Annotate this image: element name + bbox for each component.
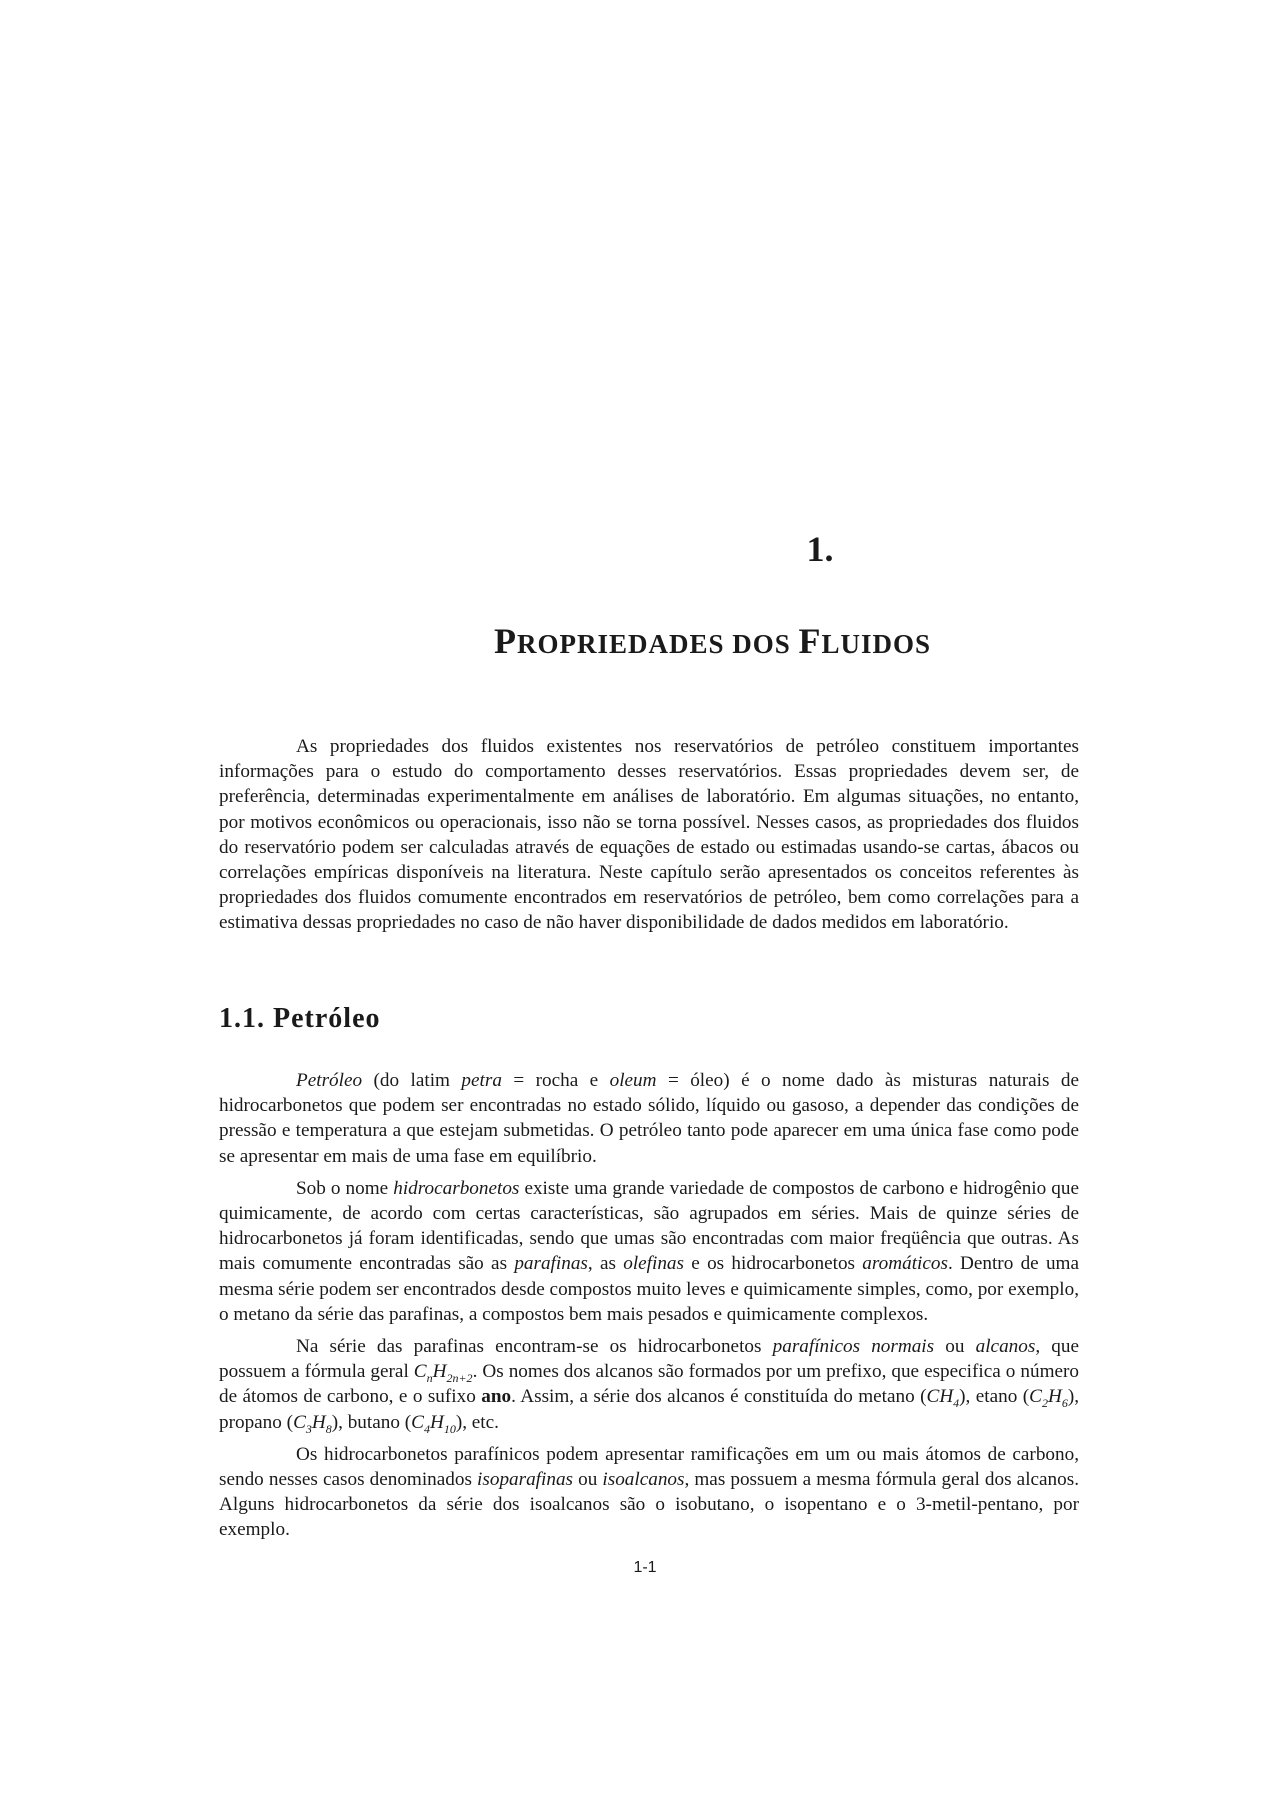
- formula-part: H: [432, 1361, 447, 1383]
- formula-subscript: 2n+2: [446, 1371, 473, 1386]
- text-span: Sob o nome: [296, 1177, 394, 1199]
- term-petra: petra: [461, 1070, 502, 1091]
- formula-subscript: 4: [953, 1396, 960, 1411]
- formula-c2h6: [1029, 1386, 1068, 1411]
- text-span: . Assim, a série dos alcanos é constituída do metano (: [511, 1386, 927, 1408]
- paragraph-hidrocarbonetos: [219, 1176, 1079, 1327]
- text-span: = rocha e: [501, 1070, 610, 1091]
- formula-subscript: 8: [325, 1421, 332, 1436]
- paragraph-isoparafinas: [219, 1442, 1079, 1543]
- chapter-title-initial-f: F: [798, 621, 822, 661]
- intro-paragraph: As propriedades dos fluidos existentes nos reservatórios de petróleo constituem importantes informações para o estudo do comportamento desses reservatórios. Essas propriedades devem ser, de preferência, determinadas experimentalmente em análises de laboratório. Em algumas situações, no entanto, por motivos econômicos ou operacionais, isso não se torna possível. Nesses casos, as propriedades dos fluidos do reservatório podem ser calculadas através de equações de estado ou estimadas usando-se cartas, ábacos ou correlações empíricas disponíveis na literatura. Neste capítulo serão apresentados os conceitos referentes às propriedades dos fluidos comumente encontrados em reservatórios de petróleo, bem como correlações para a estimativa dessas propriedades no caso de não haver disponibilidade de dados medidos em laboratório.: [219, 736, 1079, 934]
- intro-section: [219, 734, 1079, 936]
- chapter-title-rest-1: ROPRIEDADES DOS: [516, 629, 799, 659]
- term-olefinas: olefinas: [623, 1253, 684, 1275]
- text-span: Os hidrocarbonetos parafínicos podem apresentar ramificações em um ou mais átomos de carbono, sendo nesses casos denominados: [219, 1443, 1079, 1491]
- formula-c3h8: [293, 1411, 332, 1436]
- text-span: e os hidrocarbonetos: [684, 1253, 863, 1275]
- formula-part: C: [1029, 1386, 1042, 1408]
- text-span: , as: [587, 1253, 624, 1275]
- text-span: Na série das parafinas encontram-se os hidrocarbonetos: [296, 1336, 773, 1358]
- term-oleum: oleum: [609, 1070, 657, 1091]
- formula-part: CH: [926, 1386, 954, 1408]
- text-span: ), etano (: [959, 1386, 1030, 1408]
- formula-subscript: 6: [1061, 1396, 1068, 1411]
- text-span: = óleo) é o nome dado às misturas naturais de hidrocarbonetos que podem ser encontradas no estado sólido, líquido ou gasoso, a depender das condições de pressão e temperatura a que estejam submetidas. O petróleo tanto pode aparecer em uma única fase como pode se apresentar em mais de uma fase em equilíbrio.: [219, 1070, 1079, 1167]
- chapter-title-rest-2: LUIDOS: [821, 629, 932, 659]
- text-span: ou: [934, 1336, 976, 1358]
- text-span: , que possuem a fórmula geral: [219, 1336, 1079, 1383]
- page-number: 1-1: [633, 1559, 657, 1576]
- formula-general: [413, 1361, 473, 1386]
- formula-c4h10: [411, 1411, 456, 1436]
- text-span: ), propano (: [219, 1386, 1079, 1433]
- text-span: , mas possuem a mesma fórmula geral dos alcanos. Alguns hidrocarbonetos da série dos isoalcanos são o isobutano, o isopentano e o 3-metil-pentano, por exemplo.: [219, 1469, 1080, 1541]
- formula-part: H: [311, 1411, 326, 1433]
- section-body: [219, 1068, 1079, 1550]
- text-span: ), butano (: [331, 1411, 412, 1433]
- term-isoparafinas: isoparafinas: [477, 1469, 574, 1491]
- formula-part: C: [293, 1411, 306, 1433]
- formula-ch4: [926, 1386, 960, 1411]
- paragraph-parafinas: [219, 1334, 1079, 1435]
- term-isoalcanos: isoalcanos: [602, 1469, 685, 1491]
- text-span: ), etc.: [455, 1411, 499, 1433]
- term-ano: ano: [481, 1386, 512, 1408]
- text-span: . Os nomes dos alcanos são formados por um prefixo, que especifica o número de átomos de carbono, e o sufixo: [219, 1361, 1079, 1408]
- text-span: ou: [573, 1469, 603, 1491]
- formula-part: H: [429, 1411, 444, 1433]
- formula-part: H: [1047, 1386, 1062, 1408]
- formula-part: C: [413, 1361, 427, 1383]
- term-aromaticos: aromáticos: [862, 1253, 948, 1275]
- paragraph-petroleo: [219, 1068, 1079, 1169]
- formula-subscript: n: [426, 1371, 433, 1386]
- text-span: (do latim: [362, 1070, 462, 1091]
- formula-subscript: 10: [443, 1421, 456, 1436]
- section-heading: 1.1. Petróleo: [219, 1003, 381, 1034]
- formula-subscript: 4: [423, 1421, 430, 1436]
- chapter-title-initial-p: P: [493, 621, 517, 661]
- chapter-number: 1.: [806, 529, 834, 569]
- formula-subscript: 3: [305, 1421, 312, 1436]
- text-span: . Dentro de uma mesma série podem ser encontrados desde compostos muito leves e quimicamente simples, como, por exemplo, o metano da série das parafinas, a compostos bem mais pesados e quimicamente complexos.: [219, 1253, 1079, 1325]
- formula-part: C: [411, 1411, 424, 1433]
- formula-subscript: 2: [1041, 1396, 1048, 1411]
- term-parafinicos-normais: parafínicos normais: [772, 1336, 935, 1358]
- chapter-title: [0, 620, 1280, 662]
- text-span: existe uma grande variedade de compostos de carbono e hidrogênio que quimicamente, de acordo com certas características, são agrupados em séries. Mais de quinze séries de hidrocarbonetos já foram identificadas, sendo que umas são encontradas com maior freqüência que outras. As mais comumente encontradas são as: [219, 1177, 1079, 1275]
- term-hidrocarbonetos: hidrocarbonetos: [393, 1177, 520, 1199]
- term-petroleo: Petróleo: [296, 1070, 363, 1091]
- term-alcanos: alcanos: [975, 1336, 1036, 1358]
- term-parafinas: parafinas: [514, 1253, 588, 1275]
